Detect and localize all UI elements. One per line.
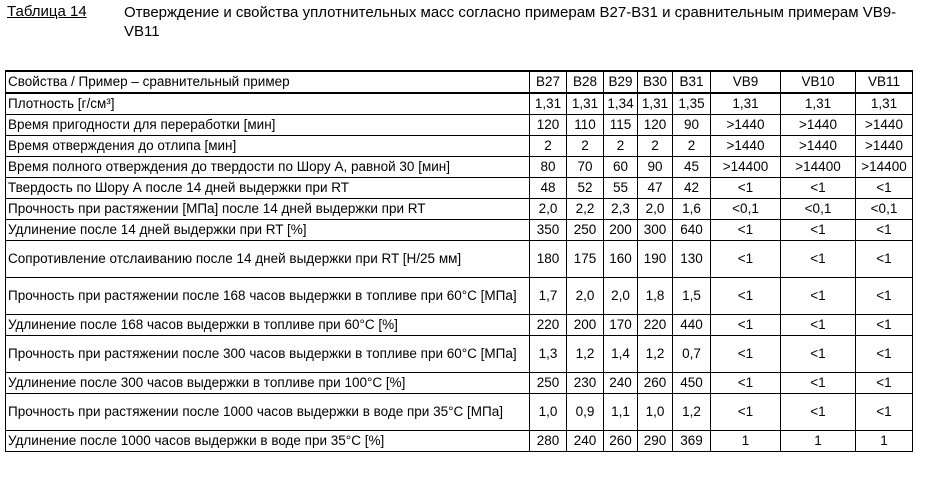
value-cell: <1 (711, 241, 781, 278)
value-cell: 45 (673, 157, 711, 178)
value-cell: 369 (673, 431, 711, 452)
value-cell: 1 (781, 431, 856, 452)
value-cell: <1 (711, 315, 781, 336)
value-cell: <0,1 (711, 199, 781, 220)
table-row (6, 394, 913, 431)
value-cell: 2,3 (604, 199, 638, 220)
value-cell: <1 (711, 394, 781, 431)
value-cell: 1,1 (604, 394, 638, 431)
value-cell: 200 (604, 220, 638, 241)
value-cell: 1,0 (530, 394, 567, 431)
property-cell: Прочность при растяжении после 300 часов выдержки в топливе при 60°C [МПа] (6, 336, 530, 373)
value-cell: 1,31 (567, 93, 604, 115)
value-cell: <1 (711, 278, 781, 315)
value-cell: 175 (567, 241, 604, 278)
header-col: B28 (567, 71, 604, 93)
value-cell: 42 (673, 178, 711, 199)
value-cell: <1 (856, 373, 913, 394)
value-cell: 1,3 (530, 336, 567, 373)
value-cell: <1 (856, 178, 913, 199)
value-cell: 1,31 (638, 93, 673, 115)
table-row (6, 157, 913, 178)
value-cell: 2 (604, 136, 638, 157)
value-cell: 52 (567, 178, 604, 199)
value-cell: 60 (604, 157, 638, 178)
value-cell: 120 (638, 115, 673, 136)
value-cell: <1 (711, 178, 781, 199)
value-cell: 70 (567, 157, 604, 178)
value-cell: 80 (530, 157, 567, 178)
value-cell: <0,1 (856, 199, 913, 220)
value-cell: 1,2 (567, 336, 604, 373)
properties-table (5, 70, 913, 452)
value-cell: <1 (856, 315, 913, 336)
value-cell: 0,9 (567, 394, 604, 431)
value-cell: <1 (856, 336, 913, 373)
value-cell: 2 (673, 136, 711, 157)
value-cell: 1,31 (711, 93, 781, 115)
value-cell: <1 (711, 373, 781, 394)
property-cell: Прочность при растяжении после 1000 часов выдержки в воде при 35°C [МПа] (6, 394, 530, 431)
value-cell: 90 (673, 115, 711, 136)
value-cell: <1 (781, 220, 856, 241)
value-cell: 230 (567, 373, 604, 394)
value-cell: >14400 (711, 157, 781, 178)
value-cell: >1440 (856, 136, 913, 157)
value-cell: 180 (530, 241, 567, 278)
value-cell: 110 (567, 115, 604, 136)
value-cell: 240 (567, 431, 604, 452)
table-row (6, 199, 913, 220)
value-cell: >1440 (711, 115, 781, 136)
value-cell: >14400 (856, 157, 913, 178)
value-cell: 1,5 (673, 278, 711, 315)
value-cell: <1 (856, 278, 913, 315)
property-cell: Прочность при растяжении после 168 часов выдержки в топливе при 60°C [МПа] (6, 278, 530, 315)
value-cell: 1,8 (638, 278, 673, 315)
header-property: Свойства / Пример – сравнительный пример (6, 71, 530, 93)
property-cell: Твердость по Шору А после 14 дней выдержки при RT (6, 178, 530, 199)
value-cell: <1 (781, 315, 856, 336)
value-cell: 250 (530, 373, 567, 394)
value-cell: 260 (638, 373, 673, 394)
table-row (6, 136, 913, 157)
value-cell: >1440 (781, 136, 856, 157)
value-cell: 200 (567, 315, 604, 336)
value-cell: 1,31 (781, 93, 856, 115)
value-cell: 1,7 (530, 278, 567, 315)
value-cell: 1,2 (638, 336, 673, 373)
table-row (6, 178, 913, 199)
value-cell: 450 (673, 373, 711, 394)
property-cell: Удлинение после 1000 часов выдержки в воде при 35°C [%] (6, 431, 530, 452)
value-cell: 240 (604, 373, 638, 394)
table-row (6, 115, 913, 136)
value-cell: 1 (711, 431, 781, 452)
property-cell: Удлинение после 14 дней выдержки при RT [%] (6, 220, 530, 241)
value-cell: 1,35 (673, 93, 711, 115)
table-row (6, 220, 913, 241)
value-cell: <1 (711, 220, 781, 241)
value-cell: 120 (530, 115, 567, 136)
value-cell: 2,0 (567, 278, 604, 315)
value-cell: 130 (673, 241, 711, 278)
value-cell: 2 (638, 136, 673, 157)
header-col: VB10 (781, 71, 856, 93)
value-cell: 190 (638, 241, 673, 278)
value-cell: 47 (638, 178, 673, 199)
table-row (6, 93, 913, 115)
value-cell: 90 (638, 157, 673, 178)
header-col: B31 (673, 71, 711, 93)
value-cell: 115 (604, 115, 638, 136)
value-cell: 2,0 (604, 278, 638, 315)
value-cell: 1,31 (856, 93, 913, 115)
value-cell: 440 (673, 315, 711, 336)
value-cell: <1 (781, 178, 856, 199)
value-cell: 48 (530, 178, 567, 199)
table-row (6, 373, 913, 394)
value-cell: 220 (530, 315, 567, 336)
table-row (6, 336, 913, 373)
property-cell: Плотность [г/см³] (6, 93, 530, 115)
header-col: B27 (530, 71, 567, 93)
value-cell: 2 (567, 136, 604, 157)
value-cell: 2,0 (530, 199, 567, 220)
value-cell: 1,2 (673, 394, 711, 431)
table-number: Таблица 14 (7, 3, 87, 20)
value-cell: 2,0 (638, 199, 673, 220)
table-caption: Отверждение и свойства уплотнительных масс согласно примерам B27-B31 и сравнительным примерам VB9-VB11 (124, 4, 897, 40)
table-row (6, 241, 913, 278)
property-cell: Удлинение после 300 часов выдержки в топливе при 100°C [%] (6, 373, 530, 394)
value-cell: 2,2 (567, 199, 604, 220)
value-cell: <1 (781, 373, 856, 394)
value-cell: <0,1 (781, 199, 856, 220)
table-row (6, 431, 913, 452)
property-cell: Прочность при растяжении [МПа] после 14 дней выдержки при RT (6, 199, 530, 220)
value-cell: 250 (567, 220, 604, 241)
property-cell: Удлинение после 168 часов выдержки в топливе при 60°C [%] (6, 315, 530, 336)
table-header-row (6, 71, 913, 93)
value-cell: >14400 (781, 157, 856, 178)
value-cell: 1,0 (638, 394, 673, 431)
value-cell: 2 (530, 136, 567, 157)
property-cell: Сопротивление отслаиванию после 14 дней выдержки при RT [Н/25 мм] (6, 241, 530, 278)
value-cell: >1440 (856, 115, 913, 136)
value-cell: <1 (781, 336, 856, 373)
value-cell: <1 (856, 394, 913, 431)
header-col: VB11 (856, 71, 913, 93)
value-cell: 1,34 (604, 93, 638, 115)
value-cell: 170 (604, 315, 638, 336)
value-cell: 55 (604, 178, 638, 199)
value-cell: 1,31 (530, 93, 567, 115)
value-cell: 280 (530, 431, 567, 452)
property-cell: Время полного отверждения до твердости по Шору А, равной 30 [мин] (6, 157, 530, 178)
value-cell: <1 (711, 336, 781, 373)
value-cell: <1 (781, 394, 856, 431)
value-cell: 260 (604, 431, 638, 452)
value-cell: 350 (530, 220, 567, 241)
table-row (6, 278, 913, 315)
value-cell: <1 (856, 241, 913, 278)
value-cell: 640 (673, 220, 711, 241)
value-cell: 220 (638, 315, 673, 336)
value-cell: <1 (856, 220, 913, 241)
table-row (6, 315, 913, 336)
value-cell: <1 (781, 278, 856, 315)
value-cell: >1440 (781, 115, 856, 136)
value-cell: 1,4 (604, 336, 638, 373)
value-cell: 160 (604, 241, 638, 278)
property-cell: Время пригодности для переработки [мин] (6, 115, 530, 136)
value-cell: 290 (638, 431, 673, 452)
value-cell: 0,7 (673, 336, 711, 373)
value-cell: 1,6 (673, 199, 711, 220)
property-cell: Время отверждения до отлипа [мин] (6, 136, 530, 157)
header-col: B29 (604, 71, 638, 93)
value-cell: 1 (856, 431, 913, 452)
header-col: VB9 (711, 71, 781, 93)
value-cell: <1 (781, 241, 856, 278)
value-cell: >1440 (711, 136, 781, 157)
value-cell: 300 (638, 220, 673, 241)
header-col: B30 (638, 71, 673, 93)
